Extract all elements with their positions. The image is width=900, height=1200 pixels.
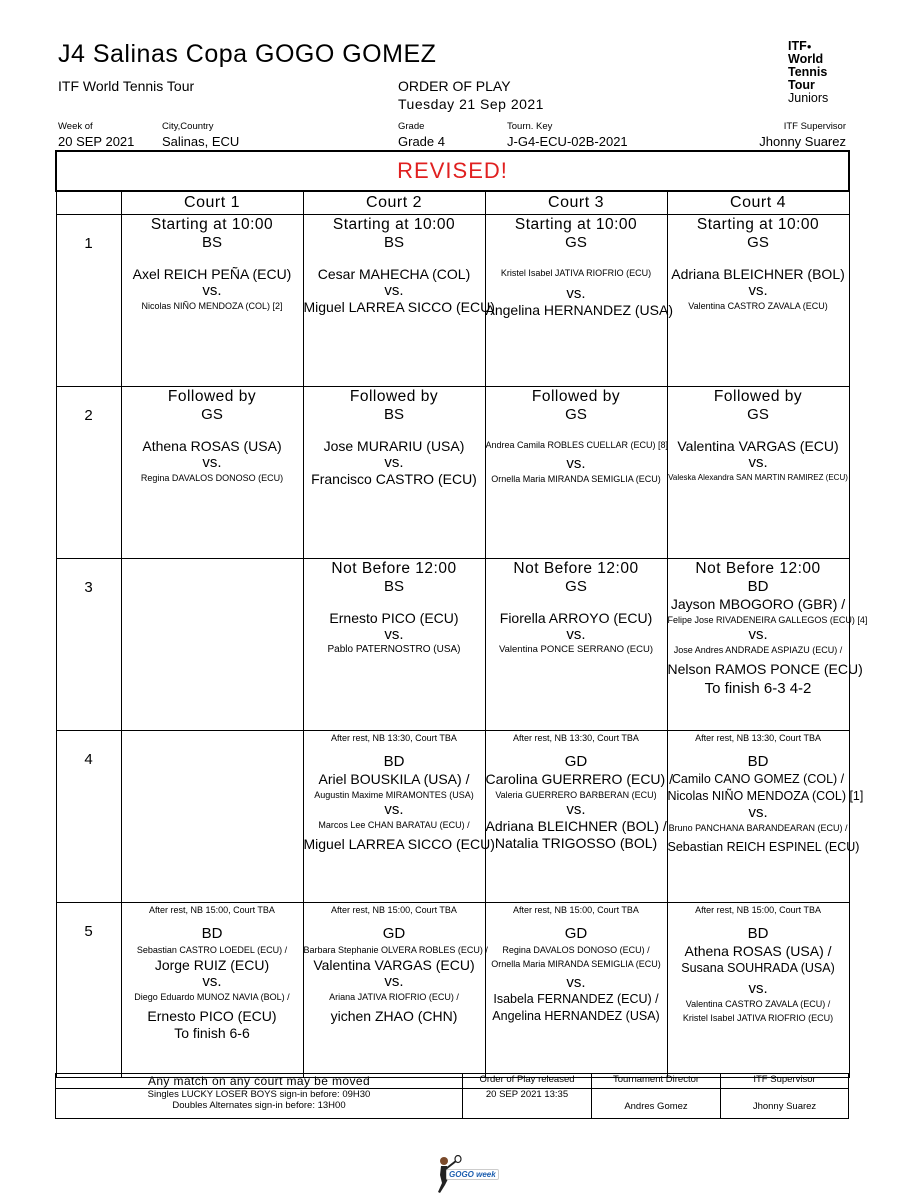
match-cell: [667, 903, 849, 1078]
order-of-play-table: [55, 150, 868, 1078]
player: Valentina VARGAS (ECU): [677, 438, 839, 454]
player: Kristel Isabel JATIVA RIOFRIO (ECU): [682, 1013, 834, 1023]
supervisor-value: Jhonny Suarez: [759, 134, 846, 149]
play-date: Tuesday 21 Sep 2021: [398, 96, 544, 112]
city-label: City,Country: [162, 121, 214, 132]
event-code: BD: [747, 578, 769, 595]
rest-note: After rest, NB 13:30, Court TBA: [331, 733, 457, 743]
event-code: GS: [565, 578, 587, 595]
match-start: Followed by: [349, 388, 439, 405]
match-cell: [485, 731, 673, 903]
player: Miguel LARREA SICCO (ECU): [303, 299, 495, 315]
player: Diego Eduardo MUNOZ NAVIA (BOL) /: [134, 992, 290, 1002]
match-start: Followed by: [167, 388, 257, 405]
itf-logo: [788, 40, 848, 105]
player: Adriana BLEICHNER (BOL): [671, 266, 845, 282]
tour-name: ITF World Tennis Tour: [58, 78, 195, 94]
match-cell: [303, 559, 485, 731]
director-label: Tournament Director: [592, 1074, 721, 1089]
vs-label: vs.: [566, 974, 586, 991]
match-cell: [121, 903, 303, 1078]
week-value: 20 SEP 2021: [58, 134, 135, 149]
player: Francisco CASTRO (ECU): [311, 471, 477, 487]
player: Carolina GUERRERO (ECU) /: [485, 771, 673, 787]
tourn-key-value: J-G4-ECU-02B-2021: [507, 134, 628, 149]
footer-table: [55, 1073, 849, 1119]
event-code: GS: [565, 406, 587, 423]
vs-label: vs.: [384, 973, 404, 990]
match-cell: [667, 559, 868, 731]
moved-note: Any match on any court may be moved: [56, 1074, 463, 1089]
match-cell: [121, 387, 303, 559]
rest-note: After rest, NB 15:00, Court TBA: [331, 905, 457, 915]
match-cell: [303, 215, 495, 387]
finish-note: To finish 6-6: [174, 1025, 250, 1041]
match-start: Not Before 12:00: [695, 560, 821, 577]
vs-label: vs.: [384, 801, 404, 818]
event-code: GS: [565, 234, 587, 251]
event-code: GS: [201, 406, 223, 423]
player: yichen ZHAO (CHN): [330, 1008, 458, 1024]
gogo-week-text: GOGO week: [446, 1169, 499, 1180]
vs-label: vs.: [202, 282, 222, 299]
gogo-week-logo: [430, 1155, 496, 1195]
empty-court-slot: [121, 559, 303, 731]
week-label: Week of: [58, 121, 93, 132]
player: Ernesto PICO (ECU): [147, 1008, 277, 1024]
player: Camilo CANO GOMEZ (COL) /: [671, 772, 845, 786]
city-value: Salinas, ECU: [162, 134, 240, 149]
player: Nelson RAMOS PONCE (ECU): [667, 661, 863, 677]
player: Fiorella ARROYO (ECU): [499, 610, 653, 626]
event-code: BD: [747, 753, 769, 770]
event-code: BD: [201, 925, 223, 942]
match-start: Not Before 12:00: [513, 560, 639, 577]
released-value: 20 SEP 2021 13:35: [463, 1089, 592, 1119]
player: Adriana BLEICHNER (BOL) /: [485, 818, 667, 834]
supervisor-label: ITF Supervisor: [783, 121, 846, 132]
player: Augustin Maxime MIRAMONTES (USA): [314, 790, 474, 800]
vs-label: vs.: [748, 804, 768, 821]
court-header: Court 2: [303, 191, 485, 215]
match-start: Followed by: [531, 388, 621, 405]
match-cell: [303, 903, 488, 1078]
vs-label: vs.: [384, 282, 404, 299]
rest-note: After rest, NB 15:00, Court TBA: [513, 905, 639, 915]
event-code: BS: [383, 578, 404, 595]
row-number: 2: [56, 387, 121, 559]
rest-note: After rest, NB 13:30, Court TBA: [513, 733, 639, 743]
row-number: 5: [56, 903, 121, 1078]
sign-in-notes: [56, 1089, 463, 1119]
itf-logo-line: Juniors: [788, 91, 829, 105]
itf-logo-line: World: [788, 52, 824, 66]
row-number: 3: [56, 559, 121, 731]
vs-label: vs.: [202, 454, 222, 471]
court-header: Court 1: [121, 191, 303, 215]
player: Natalia TRIGOSSO (BOL): [494, 835, 658, 851]
vs-label: vs.: [566, 626, 586, 643]
rest-note: After rest, NB 15:00, Court TBA: [695, 905, 821, 915]
player: Ariana JATIVA RIOFRIO (ECU) /: [329, 992, 459, 1002]
player: Susana SOUHRADA (USA): [681, 961, 835, 975]
event-code: GS: [747, 234, 769, 251]
footer-supervisor-label: ITF Supervisor: [721, 1074, 849, 1089]
event-code: BD: [383, 753, 405, 770]
match-cell: [121, 215, 303, 387]
player: Barbara Stephanie OLVERA ROBLES (ECU) /: [303, 945, 488, 955]
event-code: GS: [747, 406, 769, 423]
player: Axel REICH PEÑA (ECU): [132, 266, 292, 282]
match-cell: [667, 215, 849, 387]
player: Valentina CASTRO ZAVALA (ECU) /: [685, 999, 831, 1009]
vs-label: vs.: [748, 980, 768, 997]
director-value: Andres Gomez: [592, 1089, 721, 1119]
match-cell: [303, 731, 495, 903]
empty-header-cell: [56, 191, 121, 215]
player: Jose MURARIU (USA): [323, 438, 465, 454]
grade-value: Grade 4: [398, 134, 445, 149]
player: Marcos Lee CHAN BARATAU (ECU) /: [318, 820, 470, 830]
player: Kristel Isabel JATIVA RIOFRIO (ECU): [500, 268, 652, 278]
player: Ernesto PICO (ECU): [329, 610, 459, 626]
vs-label: vs.: [566, 801, 586, 818]
vs-label: vs.: [748, 626, 768, 643]
player: Regina DAVALOS DONOSO (ECU) /: [502, 945, 650, 955]
player: Ornella Maria MIRANDA SEMIGLIA (ECU): [491, 474, 661, 484]
player: Jorge RUIZ (ECU): [154, 957, 270, 973]
vs-label: vs.: [748, 282, 768, 299]
grade-label: Grade: [398, 121, 425, 132]
player: Angelina HERNANDEZ (USA): [492, 1009, 660, 1023]
event-code: BS: [201, 234, 222, 251]
vs-label: vs.: [748, 454, 768, 471]
itf-logo-line: Tennis: [788, 65, 828, 79]
finish-note: To finish 6-3 4-2: [704, 680, 812, 697]
match-cell: [667, 731, 864, 903]
tennis-ball-icon: ●: [806, 42, 812, 51]
player: Valentina VARGAS (ECU): [313, 957, 475, 973]
event-code: BS: [383, 406, 404, 423]
match-start: Starting at 10:00: [514, 216, 638, 233]
player: Cesar MAHECHA (COL): [317, 266, 471, 282]
player: Nicolas NIÑO MENDOZA (COL) [1]: [667, 789, 864, 803]
event-code: GD: [564, 753, 588, 770]
player: Valeria GUERRERO BARBERAN (ECU): [495, 790, 657, 800]
rest-note: After rest, NB 13:30, Court TBA: [695, 733, 821, 743]
player: Felipe Jose RIVADENEIRA GALLEGOS (ECU) [4]: [667, 615, 868, 625]
player: Sebastian CASTRO LOEDEL (ECU) /: [136, 945, 288, 955]
player: Valentina PONCE SERRANO (ECU): [499, 644, 653, 655]
player: Valentina CASTRO ZAVALA (ECU): [688, 301, 828, 311]
player: Angelina HERNANDEZ (USA): [485, 302, 673, 318]
match-start: Starting at 10:00: [332, 216, 456, 233]
player: Andrea Camila ROBLES CUELLAR (ECU) [8]: [485, 440, 669, 450]
player: Bruno PANCHANA BARANDEARAN (ECU) /: [668, 823, 848, 833]
match-start: Not Before 12:00: [331, 560, 457, 577]
released-label: Order of Play released: [463, 1074, 592, 1089]
player: Isabela FERNANDEZ (ECU) /: [493, 992, 659, 1006]
player: Ariel BOUSKILA (USA) /: [318, 771, 470, 787]
match-cell: [303, 387, 485, 559]
match-cell: [485, 903, 667, 1078]
itf-logo-text: ITF: [788, 39, 807, 53]
order-of-play-label: ORDER OF PLAY: [398, 78, 511, 94]
match-start: Starting at 10:00: [696, 216, 820, 233]
match-start: Starting at 10:00: [150, 216, 274, 233]
vs-label: vs.: [202, 973, 222, 990]
player: Jose Andres ANDRADE ASPIAZU (ECU) /: [673, 645, 843, 655]
player: Nicolas NIÑO MENDOZA (COL) [2]: [141, 301, 283, 311]
match-cell: [485, 559, 667, 731]
row-number: 1: [56, 215, 121, 387]
player: Miguel LARREA SICCO (ECU): [303, 836, 495, 852]
event-code: BD: [747, 925, 769, 942]
empty-court-slot: [121, 731, 303, 903]
footer-supervisor-value: Jhonny Suarez: [721, 1089, 849, 1119]
player: Athena ROSAS (USA) /: [684, 943, 832, 959]
player: Jayson MBOGORO (GBR) /: [670, 596, 846, 612]
court-header: Court 3: [485, 191, 667, 215]
event-code: GD: [382, 925, 406, 942]
vs-label: vs.: [384, 626, 404, 643]
player: Ornella Maria MIRANDA SEMIGLIA (ECU): [491, 959, 661, 969]
player: Regina DAVALOS DONOSO (ECU): [140, 473, 284, 483]
match-start: Followed by: [713, 388, 803, 405]
revised-banner: REVISED!: [56, 151, 849, 191]
rest-note: After rest, NB 15:00, Court TBA: [149, 905, 275, 915]
vs-label: vs.: [384, 454, 404, 471]
court-header: Court 4: [667, 191, 849, 215]
match-cell: [667, 387, 849, 559]
match-cell: [485, 387, 667, 559]
vs-label: vs.: [566, 455, 586, 472]
event-code: GD: [564, 925, 588, 942]
vs-label: vs.: [566, 285, 586, 302]
tourn-key-label: Tourn. Key: [507, 121, 553, 132]
tournament-title: J4 Salinas Copa GOGO GOMEZ: [58, 40, 437, 68]
match-cell: [485, 215, 673, 387]
alternates-note: Doubles Alternates sign-in before: 13H00: [172, 1100, 346, 1111]
row-number: 4: [56, 731, 121, 903]
event-code: BS: [383, 234, 404, 251]
player: Valeska Alexandra SAN MARTIN RAMIREZ (ECU): [668, 473, 848, 482]
player: Sebastian REICH ESPINEL (ECU): [667, 840, 860, 854]
itf-logo-line: Tour: [788, 78, 815, 92]
player: Pablo PATERNOSTRO (USA): [327, 644, 461, 655]
player: Athena ROSAS (USA): [142, 438, 282, 454]
lucky-loser-note: Singles LUCKY LOSER BOYS sign-in before: 09H30: [147, 1089, 371, 1100]
